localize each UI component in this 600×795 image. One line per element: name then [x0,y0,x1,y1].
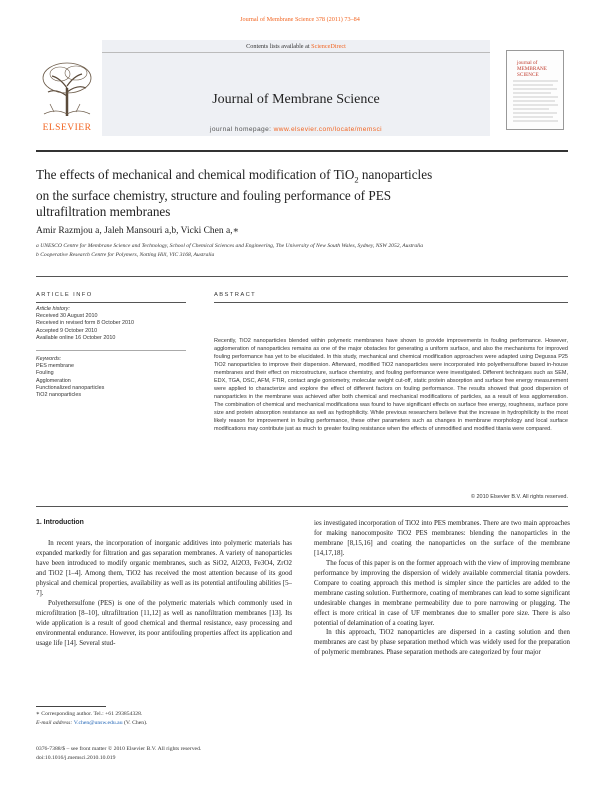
abstract-rule [214,302,568,303]
keyword-item: Fouling [36,370,54,377]
footnote-rule [36,706,106,707]
paragraph: In recent years, the incorporation of inorganic additives into polymeric materials has expanded markedly for filtration and gas separation membranes. A variety of nanoparticles have been introduced to modify organic membranes, such as SiO2, Al2O3, Fe3O4, ZrO2 and TiO2 [1–4]. Among them, TiO2 has received the most attention because of its good physical and chemical properties, availability as well as its potential antifouling abilities [5–7]. [36,540,292,597]
affiliation-b: b Cooperative Research Centre for Polymers, Notting Hill, VIC 3168, Australia [36,252,215,258]
contents-available-line [102,43,490,50]
abstract-bottom-rule [36,506,568,507]
cover-title: journal of MEMBRANE SCIENCE [517,60,547,78]
paragraph: In this approach, TiO2 nanoparticles are dispersed in a casting solution and then membranes are cast by phase separation method which was widely used for the preparation of polymeric membranes. Phase separation methods are categorized by four major [314,629,570,657]
introduction-heading: 1. Introduction [36,519,84,526]
abstract-copyright: © 2010 Elsevier B.V. All rights reserved. [470,494,568,500]
article-history [36,306,186,342]
paragraph: Polyethersulfone (PES) is one of the polymeric materials which commonly used in microfiltration [8–10], ultrafiltration [11,12] as well as nanofiltration membranes [13]. Its wide application is a result of good chemical and thermal resistance, easy processing and environmental endurance. However, its poor antifouling properties affect its application and usage life [14]. Several stud- [36,599,292,647]
abstract-heading: ABSTRACT [214,292,257,298]
history-revised: Received in revised form 8 October 2010 [36,320,134,327]
journal-title: Journal of Membrane Science [212,92,380,107]
cover-text-lines-icon [513,79,558,123]
doi-link[interactable]: doi:10.1016/j.memsci.2010.10.019 [36,755,116,761]
keyword-item: TiO2 nanoparticles [36,392,82,399]
title-line-2: on the surface chemistry, structure and fouling performance of PES [36,187,392,203]
keyword-item: PES membrane [36,363,75,370]
author-list: Amir Razmjou a, Jaleh Mansouri a,b, Vicki Chen a,∗ [36,226,240,236]
keywords-rule [36,350,186,351]
email-note [36,720,296,726]
keyword-item: Functionalized nanoparticles [36,384,105,391]
history-received: Received 30 August 2010 [36,313,98,320]
body-column-right [314,519,570,658]
header-divider [102,52,490,53]
email-suffix: (V. Chen). [122,720,148,726]
body-column-left [36,539,292,648]
abstract-text: Recently, TiO2 nanoparticles blended within polymeric membranes have shown to provide improvements in fouling performance. However, agglomeration of nanoparticles remains as one of the major obstacles for generating a uniform surface, and also the mechanisms for improved fouling performance has yet to be elucidated. In this study, mechanical and chemical modification approaches were adapted using Degussa P25 TiO2 nanoparticles to improve their dispersion. Afterward, modified TiO2 nanoparticles were incorporated into polyethersulfone based in-house membranes and their effect on microstructure, surface chemistry, and fouling performance were investigated. Different techniques such as SEM, EDX, TGA, DSC, AFM, FTIR, contact angle goniometry, molecular weight cut-off, static protein absorption and surface free energy measurement were applied to characterize and explore the effect of different factors on fouling performance. The results showed that good dispersion of nanoparticles in the membrane was achieved after both chemical and mechanical modifications of particles, as a result of less agglomeration. The combination of chemical and mechanical modifications was found to have significant effects on surface free energy, roughness, surface pore size and protein absorption resistance as well as hydrophilicity. While previous researchers believe that the increase in hydrophilicity is the most likely reason for improvement in fouling performance, these other parameters such as changes in membrane morphology and local surface modifications may contribute just as much to greater fouling resistance when the effects of unmodified and modified titania were compared. [214,338,568,432]
journal-homepage [102,126,490,133]
email-label: E-mail address: [36,720,74,726]
history-label: Article history: [36,306,70,312]
history-online: Available online 16 October 2010 [36,334,116,341]
history-accepted: Accepted 9 October 2010 [36,327,98,334]
sciencedirect-link[interactable]: ScienceDirect [311,43,346,50]
article-title [36,167,576,220]
corresponding-author-note: ∗ Corresponding author. Tel.: +61 293854328. [36,711,143,717]
journal-citation: Journal of Membrane Science 378 (2011) 73–84 [240,16,360,23]
elsevier-tree-logo-icon [36,58,98,120]
article-info-heading: ARTICLE INFO [36,292,93,298]
homepage-prefix: journal homepage: [209,126,274,133]
header-bottom-rule [36,150,568,152]
affiliation-a: a UNESCO Centre for Membrane Science and Technology, School of Chemical Sciences and Engineering, The University of New South Wales, Sydney, NSW 2052, Australia [36,243,424,249]
keywords-label: Keywords: [36,356,62,362]
publisher-logo-text: ELSEVIER [42,123,92,133]
journal-cover-thumbnail [506,50,564,130]
affiliation-divider [36,276,568,277]
keyword-item: Agglomeration [36,377,71,384]
issn-line: 0376-7388/$ – see front matter © 2010 Elsevier B.V. All rights reserved. [36,746,202,752]
article-info-rule [36,302,186,303]
homepage-url-link[interactable]: www.elsevier.com/locate/memsci [273,126,383,133]
journal-header-box [102,40,490,136]
paragraph: The focus of this paper is on the former approach with the view of improving membrane performance by improving the dispersion of widely available commercial titania powders. Compare to coating approach this method is simpler since the particles are added to the membrane casting solution. Furthermore, coating of membranes can lead to some significant undesirable changes in membrane permeability due to pore narrowing or plugging. The effect is more critical in case of UF membranes due to smaller pore size. There is also potential of delamination of a coating layer. [314,559,570,627]
title-line-3: ultrafiltration membranes [36,203,171,219]
title-line-1: The effects of mechanical and chemical modification of TiO$_2$ nanoparticles [36,167,433,185]
paragraph: ies investigated incorporation of TiO2 into PES membranes. There are two main approaches for making nanocomposite TiO2 PES membranes: blending the nanoparticles in the membrane [8,15,16] and coating the nanoparticles on the surface of the membrane [14,17,18]. [314,520,570,557]
keywords-block [36,356,186,399]
email-link[interactable]: V.chen@unsw.edu.au [73,720,123,726]
contents-prefix: Contents lists available at [246,43,312,50]
